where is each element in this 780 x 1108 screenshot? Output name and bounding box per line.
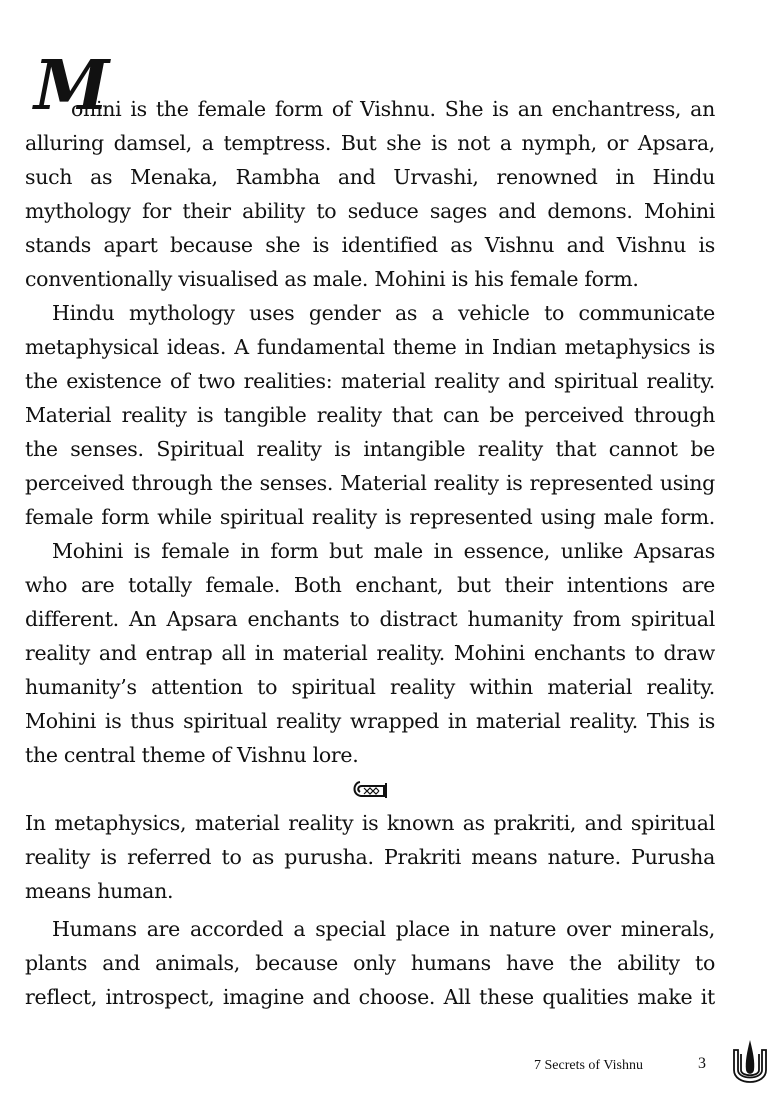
page-number: 3	[698, 1055, 706, 1072]
text-line: stands apart because she is identified as Vishnu and Vishnu is	[25, 233, 715, 257]
paragraph-2	[25, 296, 715, 534]
text-line: the central theme of Vishnu lore.	[25, 743, 359, 767]
text-line: perceived through the senses. Material reality is represented using	[25, 471, 715, 495]
text-line: humanity’s attention to spiritual reality within material reality.	[25, 675, 715, 699]
text-line: such as Menaka, Rambha and Urvashi, renowned in Hindu	[25, 165, 715, 189]
paragraph-4	[25, 806, 715, 908]
vaishnava-tilak-icon	[730, 1036, 770, 1096]
text-line: reality is referred to as purusha. Prakriti means nature. Purusha	[25, 845, 715, 869]
text-line: In metaphysics, material reality is known as prakriti, and spiritual	[25, 811, 715, 835]
text-line: reflect, introspect, imagine and choose. All these qualities make it	[25, 985, 715, 1009]
text-line: metaphysical ideas. A fundamental theme in Indian metaphysics is	[25, 335, 715, 359]
text-line: means human.	[25, 879, 174, 903]
text-line: Mohini is female in form but male in essence, unlike Apsaras	[52, 539, 715, 563]
conch-ornament-icon	[25, 772, 715, 806]
text-line: Humans are accorded a special place in nature over minerals,	[52, 917, 715, 941]
text-line: plants and animals, because only humans have the ability to	[25, 951, 715, 975]
text-line: the senses. Spiritual reality is intangible reality that cannot be	[25, 437, 715, 461]
paragraph-5	[25, 912, 715, 1014]
text-line: reality and entrap all in material reality. Mohini enchants to draw	[25, 641, 715, 665]
text-line: different. An Apsara enchants to distract humanity from spiritual	[25, 607, 715, 631]
paragraph-1	[25, 92, 715, 296]
text-line: mythology for their ability to seduce sages and demons. Mohini	[25, 199, 715, 223]
text-line: alluring damsel, a temptress. But she is not a nymph, or Apsara,	[25, 131, 715, 155]
text-line: conventionally visualised as male. Mohini is his female form.	[25, 267, 639, 291]
text-line: Material reality is tangible reality that can be perceived through	[25, 403, 715, 427]
drop-cap: M	[34, 46, 110, 126]
text-line: Mohini is thus spiritual reality wrapped in material reality. This is	[25, 709, 715, 733]
running-footer-title: 7 Secrets of Vishnu	[534, 1058, 643, 1073]
text-line: ohini is the female form of Vishnu. She is an enchantress, an	[71, 97, 715, 121]
text-line: who are totally female. Both enchant, but their intentions are	[25, 573, 715, 597]
text-line: female form while spiritual reality is represented using male form.	[25, 505, 715, 529]
body-text	[25, 92, 715, 1014]
paragraph-3	[25, 534, 715, 772]
text-line: Hindu mythology uses gender as a vehicle to communicate	[52, 301, 715, 325]
text-line: the existence of two realities: material reality and spiritual reality.	[25, 369, 715, 393]
